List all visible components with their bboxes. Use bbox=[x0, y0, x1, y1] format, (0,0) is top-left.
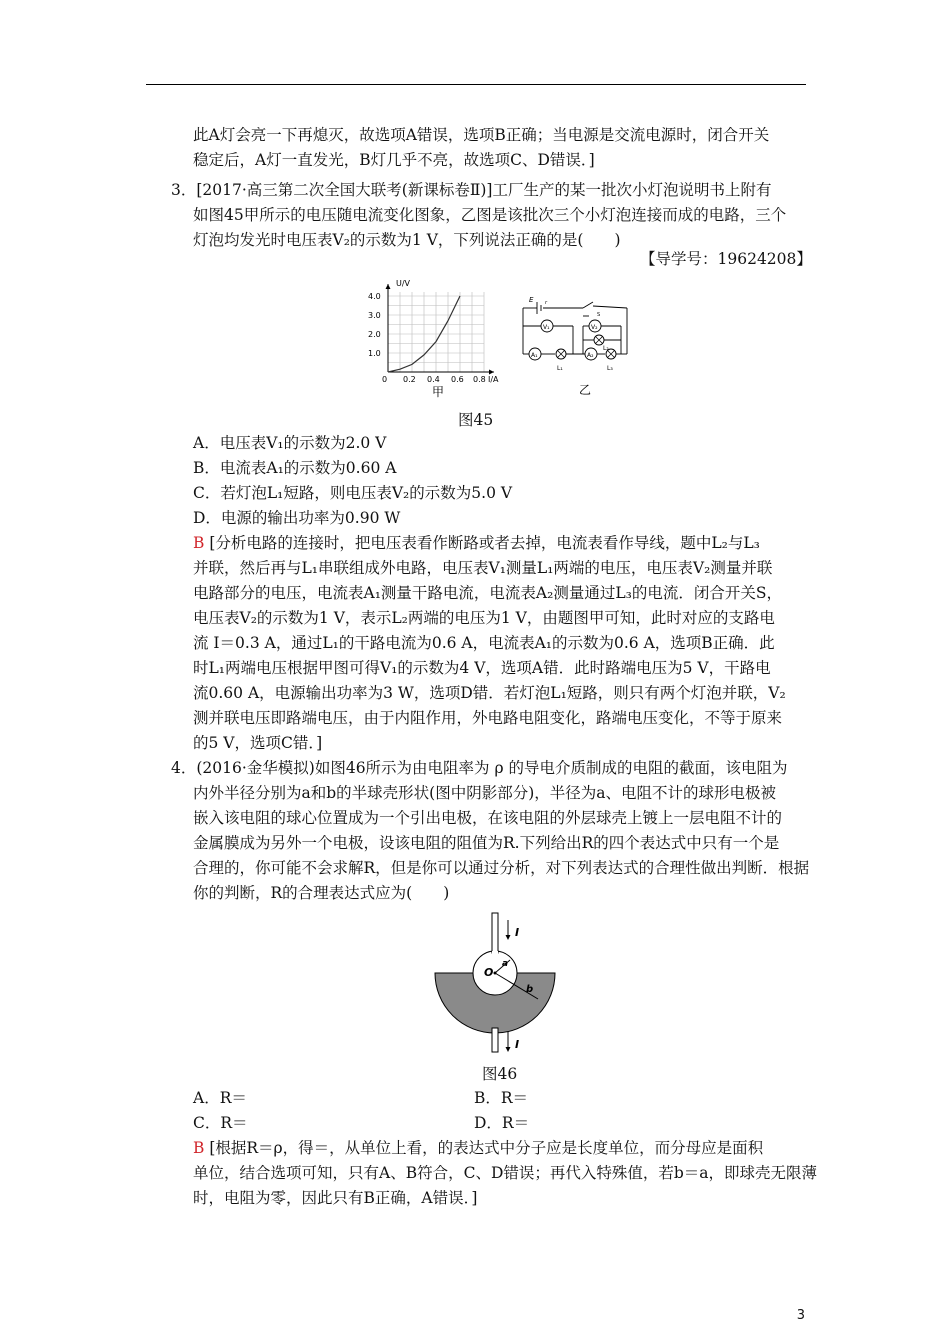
continuation-line: 此A灯会亮一下再熄灭，故选项A错误，选项B正确；当电源是交流电源时，闭合开关 bbox=[193, 126, 770, 144]
y-tick-label: 3.0 bbox=[368, 311, 381, 320]
y-tick-label: 4.0 bbox=[368, 292, 381, 301]
voltmeter-v1-label: V₁ bbox=[543, 324, 550, 331]
switch-label: S bbox=[597, 312, 601, 318]
current-label-bottom: I bbox=[515, 1038, 520, 1051]
explanation-line: 时，电阻为零，因此只有B正确，A错误．] bbox=[193, 1189, 478, 1207]
center-label: O bbox=[484, 966, 494, 979]
y-tick-label: 2.0 bbox=[368, 330, 381, 339]
q3-stem-line: 灯泡均发光时电压表V₂的示数为1 V，下列说法正确的是( ) bbox=[193, 231, 621, 249]
explanation-text: [根据R＝ρ，得＝，从单位上看，的表达式中分子应是长度单位，而分母应是面积 bbox=[209, 1139, 764, 1157]
circuit-diagram bbox=[515, 292, 635, 400]
battery-label: E bbox=[529, 296, 534, 304]
answer-line bbox=[193, 532, 760, 554]
ammeter-a2-label: A₂ bbox=[587, 352, 594, 359]
option-c: C．R＝ bbox=[193, 1114, 248, 1132]
page-number: 3 bbox=[796, 1308, 805, 1323]
x-tick-label: 0.4 bbox=[427, 375, 440, 384]
explanation-line: 时L₁两端电压根据甲图可得V₁的示数为4 V，选项A错．此时路端电压为5 V，干路电 bbox=[193, 659, 771, 677]
q4-stem-line: 内外半径分别为a和b的半球壳形状(图中阴影部分)，半径为a、电阻不计的球形电极被 bbox=[193, 784, 777, 802]
ammeter-a1-label: A₁ bbox=[531, 352, 538, 359]
x-axis-label: I/A bbox=[488, 375, 499, 384]
explanation-line: 测并联电压即路端电压，由于内阻作用，外电路电阻变化，路端电压变化，不等于原来 bbox=[193, 709, 783, 727]
option-c: C．若灯泡L₁短路，则电压表V₂的示数为5.0 V bbox=[193, 484, 513, 502]
answer-letter: B bbox=[193, 534, 205, 552]
explanation-line: 并联，然后再与L₁串联组成外电路，电压表V₁测量L₁两端的电压，电压表V₂测量并联 bbox=[193, 559, 773, 577]
q4-stem-line: 合理的，你可能不会求解R，但是你可以通过分析，对下列表达式的合理性做出判断．根据 bbox=[193, 859, 810, 877]
explanation-line: 流 I＝0.3 A，通过L₁的干路电流为0.6 A，电流表A₁的示数为0.6 A，选项B正确．此 bbox=[193, 634, 775, 652]
option-a: A．电压表V₁的示数为2.0 V bbox=[193, 434, 387, 452]
q4-stem-line: 金属膜成为另外一个电极，设该电阻的阻值为R.下列给出R的四个表达式中只有一个是 bbox=[193, 834, 780, 852]
header-rule bbox=[146, 84, 806, 85]
answer-line bbox=[193, 1137, 763, 1159]
reference-number: 【导学号：19624208】 bbox=[640, 250, 812, 268]
lamp-l3-label: L₃ bbox=[607, 365, 613, 372]
x-tick-label: 0.2 bbox=[403, 375, 416, 384]
voltmeter-v2-label: V₂ bbox=[591, 324, 598, 331]
continuation-line: 稳定后，A灯一直发光，B灯几乎不亮，故选项C、D错误．] bbox=[193, 151, 595, 169]
option-b: B．R＝ bbox=[474, 1089, 529, 1107]
explanation-line: 单位，结合选项可知，只有A、B符合，C、D错误；再代入特殊值，若b＝a，即球壳无限薄 bbox=[193, 1164, 818, 1182]
current-label-top: I bbox=[515, 926, 520, 939]
origin-label: 0 bbox=[382, 375, 388, 384]
explanation-text: [分析电路的连接时，把电压表看作断路或者去掉，电流表看作导线，题中L₂与L₃ bbox=[209, 534, 760, 552]
lamp-l2-label: L₂ bbox=[603, 345, 609, 352]
q4-stem-line: 嵌入该电阻的球心位置成为一个引出电极，在该电阻的外层球壳上镀上一层电阻不计的 bbox=[193, 809, 783, 827]
y-axis-label: U/V bbox=[396, 279, 411, 288]
x-tick-label: 0.8 bbox=[473, 375, 486, 384]
answer-letter: B bbox=[193, 1139, 205, 1157]
explanation-line: 电压表V₂的示数为1 V，表示L₂两端的电压为1 V，由题图甲可知，此时对应的支路电 bbox=[193, 609, 775, 627]
q4-stem-line: 4．(2016·金华模拟)如图46所示为由电阻率为 ρ 的导电介质制成的电阻的截面，该电阻为 bbox=[171, 759, 788, 777]
explanation-line: 的5 V，选项C错．] bbox=[193, 734, 323, 752]
hemisphere-diagram bbox=[430, 908, 560, 1058]
y-tick-label: 1.0 bbox=[368, 349, 381, 358]
option-d: D．R＝ bbox=[474, 1114, 530, 1132]
x-tick-label: 0.6 bbox=[451, 375, 464, 384]
figure-caption: 图46 bbox=[482, 1065, 518, 1083]
figure-caption: 图45 bbox=[458, 411, 494, 429]
option-b: B．电流表A₁的示数为0.60 A bbox=[193, 459, 397, 477]
q3-stem-line: 3．[2017·高三第二次全国大联考(新课标卷Ⅱ)]工厂生产的某一批次小灯泡说明书上附有 bbox=[171, 181, 772, 199]
option-a: A．R＝ bbox=[193, 1089, 247, 1107]
outer-radius-label: b bbox=[526, 984, 534, 995]
explanation-line: 流0.60 A，电源输出功率为3 W，选项D错．若灯泡L₁短路，则只有两个灯泡并联，V₂ bbox=[193, 684, 786, 702]
circuit-sublabel: 乙 bbox=[579, 383, 592, 397]
lamp-l1-label: L₁ bbox=[557, 365, 563, 372]
graph-sublabel: 甲 bbox=[432, 385, 445, 399]
option-d: D．电源的输出功率为0.90 W bbox=[193, 509, 401, 527]
ui-graph bbox=[360, 272, 520, 400]
explanation-line: 电路部分的电压，电流表A₁测量干路电流，电流表A₂测量通过L₃的电流．闭合开关S， bbox=[193, 584, 782, 602]
q3-stem-line: 如图45甲所示的电压随电流变化图象，乙图是该批次三个小灯泡连接而成的电路，三个 bbox=[193, 206, 787, 224]
internal-resistance-label: r bbox=[545, 300, 548, 306]
q4-stem-line: 你的判断，R的合理表达式应为( ) bbox=[193, 884, 450, 902]
inner-radius-label: a bbox=[502, 959, 509, 969]
